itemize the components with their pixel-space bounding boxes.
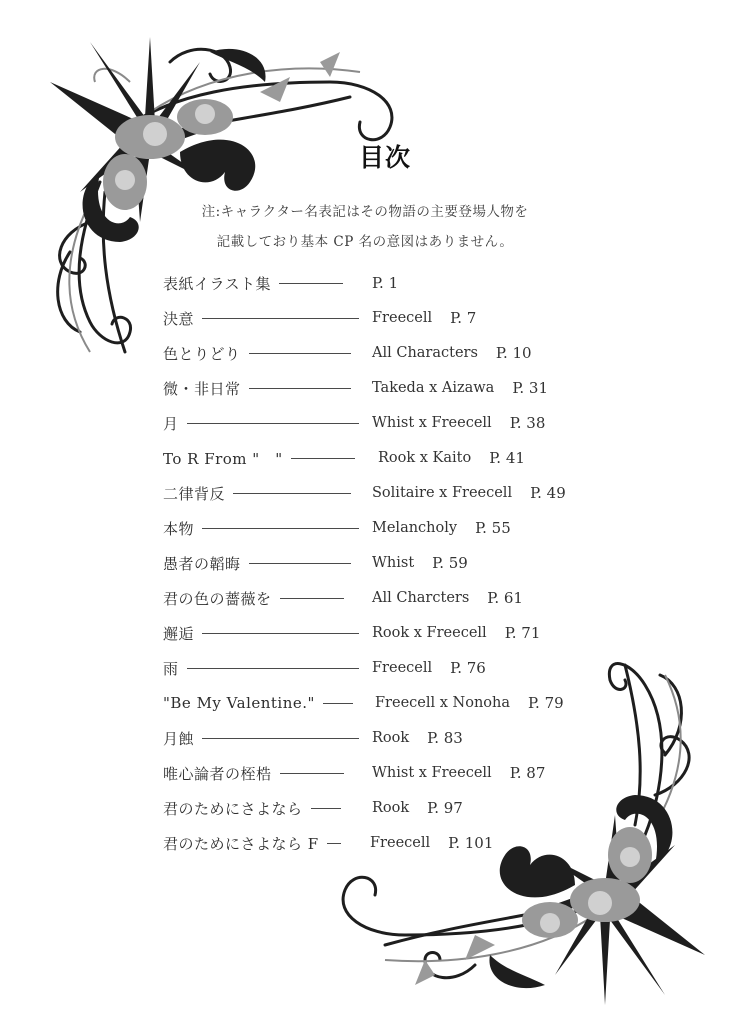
toc-entry-characters: Freecell x Nonoha [375,695,510,711]
toc-entry-ref [372,271,398,295]
toc-entry-title: 邂逅 [163,624,195,643]
toc-entry-title: 月 [163,414,179,433]
toc-entry-page: P. 79 [528,694,564,712]
note-line-1: 注:キャラクター名表記はその物語の主要登場人物を [201,204,529,220]
toc-entry[interactable] [163,481,359,505]
toc-entry-ref [370,831,493,855]
toc-entry-title: 微・非日常 [163,379,241,398]
toc-leader-line [280,773,344,774]
toc-entry-characters: Rook [372,730,410,746]
toc-entry-title: To R From " " [163,449,283,468]
toc-entry-characters: Solitaire x Freecell [372,485,513,501]
toc-leader-line [249,388,351,389]
toc-leader-line [249,563,351,564]
toc-leader-line [311,808,341,809]
toc-entry-page: P. 61 [487,589,523,607]
toc-entry-title: "Be My Valentine." [163,694,315,712]
toc-entry-characters: Melancholy [372,520,458,536]
toc-entry[interactable] [163,621,367,645]
toc-entry-ref [372,761,545,785]
toc-entry-ref [375,691,564,715]
toc-entry-ref [372,481,566,505]
toc-entry[interactable] [163,691,361,715]
toc-entry-characters: Rook [372,800,410,816]
toc-entry-title: 君の色の薔薇を [163,589,272,608]
toc-entry-page: P. 1 [372,274,399,292]
toc-leader-line [280,598,344,599]
toc-entry-characters: Whist x Freecell [372,415,492,431]
toc-entry-title: 決意 [163,309,195,328]
toc-entry-ref [372,726,463,750]
toc-entry-ref [372,376,548,400]
toc-entry-characters: Freecell [372,310,433,326]
page-title: 目次 [358,143,411,172]
toc-leader-line [202,633,359,634]
toc-entry[interactable] [163,726,367,750]
toc-leader-line [187,668,359,669]
toc-entry-ref [372,796,463,820]
toc-entry[interactable] [163,586,352,610]
toc-entry-ref [372,551,468,575]
toc-entry-characters: All Charcters [372,590,470,606]
toc-leader-line [279,283,343,284]
toc-entry-ref [372,341,532,365]
toc-entry[interactable] [163,271,351,295]
toc-leader-line [249,353,351,354]
toc-entry-page: P. 83 [427,729,463,747]
toc-entry-title: 二律背反 [163,484,226,503]
toc-entry[interactable] [163,551,359,575]
toc-entry[interactable] [163,411,367,435]
toc-entry-page: P. 31 [512,379,549,397]
toc-entry-page: P. 38 [509,414,546,432]
toc-entry[interactable] [163,446,363,470]
toc-entry-page: P. 97 [427,799,463,817]
toc-entry-characters: Rook x Freecell [372,625,487,641]
toc-entry-ref [372,621,540,645]
toc-entry-page: P. 10 [495,344,532,362]
toc-entry-characters: Whist [372,555,415,571]
toc-entry-characters: Freecell [372,660,433,676]
toc-leader-line [187,423,359,424]
toc-entry-page: P. 7 [450,309,477,327]
toc-entry-page: P. 76 [450,659,486,677]
note-line-2: 記載しており基本 CP 名の意図はありません。 [216,234,514,250]
toc-entry-characters: Takeda x Aizawa [372,380,495,396]
toc-entry-page: P. 41 [489,449,525,467]
toc-entry-ref [372,656,486,680]
toc-entry-title: 表紙イラスト集 [163,274,272,293]
toc-entry-title: 月蝕 [163,729,195,748]
toc-leader-line [202,318,359,319]
toc-entry-page: P. 59 [432,554,468,572]
toc-entry-title: 唯心論者の桎梏 [163,764,272,783]
toc-entry-ref [372,411,545,435]
toc-entry-characters: Rook x Kaito [378,450,472,466]
toc-entry-characters: Freecell [370,835,431,851]
toc-leader-line [291,458,355,459]
toc-entry-ref [372,586,523,610]
toc-entry-title: 君のためにさよなら F [163,834,319,853]
toc-leader-line [327,843,341,844]
toc-leader-line [233,493,351,494]
toc-leader-line [202,738,359,739]
toc-entry[interactable] [163,796,349,820]
toc-entry-characters: Whist x Freecell [372,765,492,781]
toc-entry[interactable] [163,376,359,400]
toc-entry-title: 雨 [163,659,179,678]
toc-entry-page: P. 49 [530,484,566,502]
toc-entry-ref [372,516,511,540]
toc-entry-title: 愚者の韜晦 [163,554,241,573]
toc-entry-ref [372,306,476,330]
toc-entry-title: 本物 [163,519,195,538]
toc-entry-page: P. 87 [509,764,546,782]
toc-entry[interactable] [163,656,367,680]
toc-entry[interactable] [163,341,359,365]
toc-entry[interactable] [163,761,352,785]
toc-entry-page: P. 71 [504,624,541,642]
toc-entry-page: P. 101 [448,834,494,852]
toc-entry-title: 色とりどり [163,344,241,363]
toc-entry-characters: All Characters [372,345,478,361]
toc-leader-line [323,703,353,704]
toc-leader-line [202,528,359,529]
toc-entry-title: 君のためにさよなら [163,799,303,818]
toc-entry-ref [378,446,525,470]
toc-entry-page: P. 55 [475,519,511,537]
toc-entry[interactable] [163,306,367,330]
toc-entry[interactable] [163,516,367,540]
toc-entry[interactable] [163,831,349,855]
